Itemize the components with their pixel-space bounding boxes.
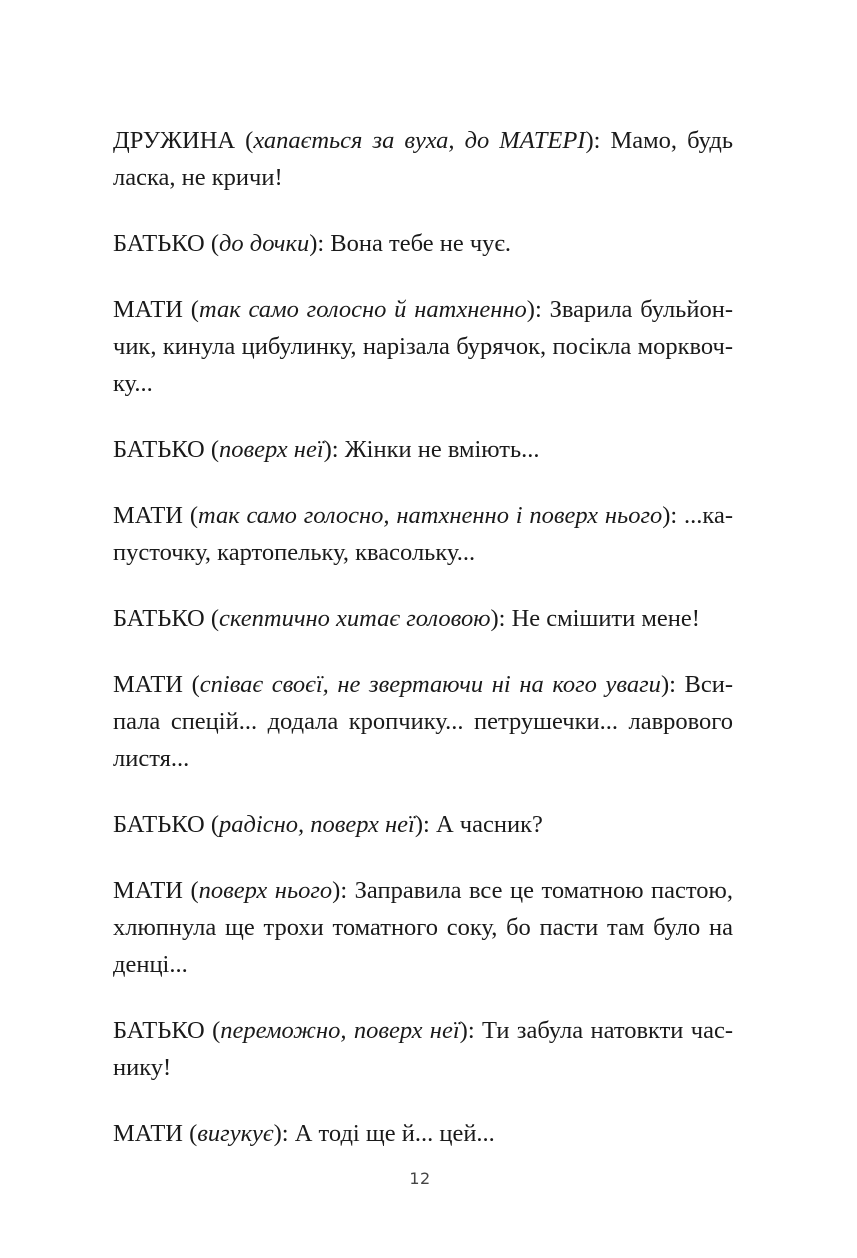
stage-direction: поверх нього xyxy=(198,877,333,904)
spoken-text: ку... xyxy=(113,370,153,397)
spoken-text: ДРУЖИНА ( xyxy=(113,127,254,154)
text-line xyxy=(113,1049,733,1086)
spoken-text: ): А тоді ще й... цей... xyxy=(273,1120,495,1147)
text-line xyxy=(113,666,733,703)
dialogue-paragraph xyxy=(113,225,733,262)
spoken-text: БАТЬКО ( xyxy=(113,605,220,632)
stage-direction: до дочки xyxy=(219,230,310,257)
dialogue-paragraph xyxy=(113,431,733,468)
dialogue-paragraph xyxy=(113,872,733,983)
spoken-text: нику! xyxy=(113,1054,172,1081)
spoken-text: МАТИ ( xyxy=(113,1120,198,1147)
text-line xyxy=(113,909,733,946)
stage-direction: так само голосно, натхненно і поверх нього xyxy=(197,502,663,529)
spoken-text: БАТЬКО ( xyxy=(113,1017,221,1044)
text-line xyxy=(113,497,733,534)
text-line xyxy=(113,872,733,909)
text-line xyxy=(113,740,733,777)
stage-direction: вигукує xyxy=(197,1120,274,1147)
dialogue-paragraph xyxy=(113,600,733,637)
text-line xyxy=(113,1115,733,1152)
text-line xyxy=(113,159,733,196)
spoken-text: денці... xyxy=(113,951,188,978)
text-line xyxy=(113,328,733,365)
text-line xyxy=(113,365,733,402)
spoken-text: МАТИ ( xyxy=(113,296,199,323)
spoken-text: ): Зварила бульйон- xyxy=(526,296,733,323)
spoken-text: БАТЬКО ( xyxy=(113,811,220,838)
stage-direction: хапається за вуха, до МАТЕРІ xyxy=(253,127,586,154)
dialogue-paragraph xyxy=(113,666,733,777)
spoken-text: листя... xyxy=(113,745,190,772)
text-line xyxy=(113,600,733,637)
dialogue-paragraph xyxy=(113,1115,733,1152)
spoken-text: ): ...ка- xyxy=(662,502,733,529)
spoken-text: МАТИ ( xyxy=(113,502,198,529)
spoken-text: пала спецій... додала кропчику... петрушечки... лаврового xyxy=(113,708,733,735)
page-number: 12 xyxy=(409,1169,431,1188)
text-line xyxy=(113,1012,733,1049)
spoken-text: ): Заправила все це томатною пастою, xyxy=(332,877,733,904)
spoken-text: ): А часник? xyxy=(414,811,543,838)
spoken-text: хлюпнула ще трохи томатного соку, бо пасти там було на xyxy=(113,914,733,941)
spoken-text: ): Вси- xyxy=(660,671,733,698)
spoken-text: ): Вона тебе не чує. xyxy=(309,230,512,257)
text-line xyxy=(113,225,733,262)
spoken-text: ): Жінки не вміють... xyxy=(323,436,540,463)
spoken-text: ): Не смішити мене! xyxy=(490,605,700,632)
stage-direction: радісно, поверх неї xyxy=(219,811,415,838)
spoken-text: ): Мамо, будь xyxy=(585,127,734,154)
text-line xyxy=(113,122,733,159)
stage-direction: скептично хитає головою xyxy=(219,605,491,632)
text-line xyxy=(113,431,733,468)
spoken-text: чик, кинула цибулинку, нарізала бурячок, посікла морквоч- xyxy=(113,333,733,360)
spoken-text: МАТИ ( xyxy=(113,671,200,698)
text-line xyxy=(113,806,733,843)
dialogue-paragraph xyxy=(113,291,733,402)
stage-direction: поверх неї xyxy=(219,436,324,463)
dialogue-paragraph xyxy=(113,497,733,571)
text-line xyxy=(113,534,733,571)
stage-direction: так само голосно й натхненно xyxy=(198,296,527,323)
dialogue-paragraph xyxy=(113,806,733,843)
dialogue-text xyxy=(113,122,733,1181)
stage-direction: співає своєї, не звертаючи ні на кого уваги xyxy=(199,671,661,698)
spoken-text: ): Ти забула натовкти час- xyxy=(459,1017,733,1044)
spoken-text: ласка, не кричи! xyxy=(113,164,283,191)
spoken-text: БАТЬКО ( xyxy=(113,230,220,257)
text-line xyxy=(113,703,733,740)
dialogue-paragraph xyxy=(113,1012,733,1086)
spoken-text: пусточку, картопельку, квасольку... xyxy=(113,539,476,566)
stage-direction: переможно, поверх неї xyxy=(220,1017,460,1044)
text-line xyxy=(113,946,733,983)
text-line xyxy=(113,291,733,328)
spoken-text: БАТЬКО ( xyxy=(113,436,220,463)
dialogue-paragraph xyxy=(113,122,733,196)
spoken-text: МАТИ ( xyxy=(113,877,199,904)
